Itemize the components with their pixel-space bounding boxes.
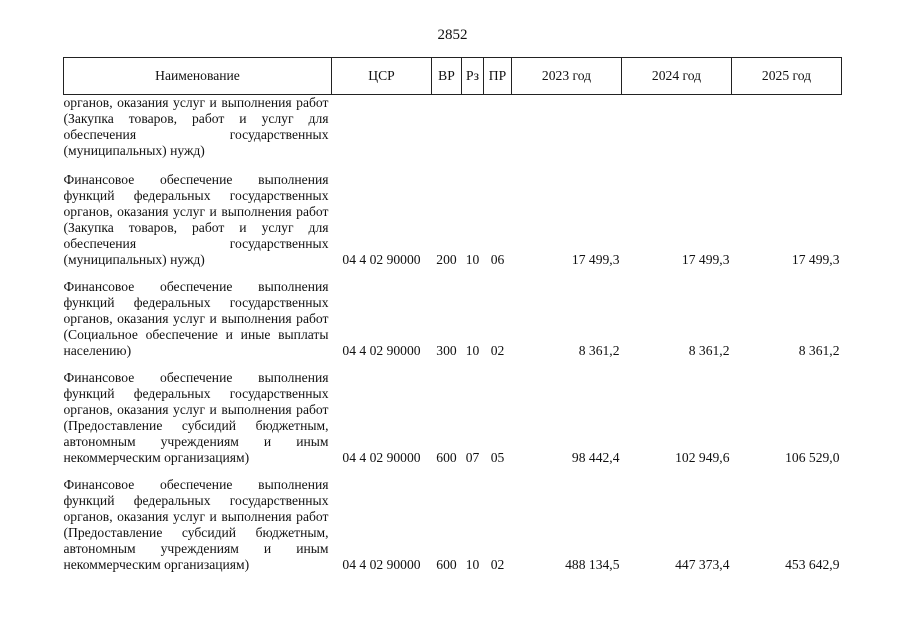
row-name: Финансовое обеспечение выполнения функций федеральных государственных органов, оказания услуг и выполнения работ (Предоставление субсидий бюджетным, автономным учреждениям и иным некоммерческим организациям) bbox=[63, 477, 329, 572]
row-2023: 98 442,4 bbox=[571, 450, 620, 465]
row-pr: 02 bbox=[490, 343, 505, 358]
page-number: 2852 bbox=[437, 27, 468, 43]
header-2023: 2023 год bbox=[512, 58, 622, 95]
row-2025: 8 361,2 bbox=[798, 343, 840, 358]
table-row bbox=[64, 95, 842, 173]
header-vr: ВР bbox=[432, 58, 462, 95]
row-vr: 600 bbox=[436, 450, 457, 465]
table-row bbox=[64, 172, 842, 279]
row-2024: 447 373,4 bbox=[675, 557, 730, 572]
table-header-row bbox=[64, 58, 842, 95]
table-row bbox=[64, 477, 842, 584]
row-pr bbox=[484, 95, 512, 173]
row-2023: 8 361,2 bbox=[578, 343, 620, 358]
header-name: Наименование bbox=[64, 58, 332, 95]
row-2023 bbox=[512, 95, 622, 173]
row-pr: 05 bbox=[490, 450, 505, 465]
row-vr: 200 bbox=[436, 252, 457, 267]
row-2023: 488 134,5 bbox=[565, 557, 620, 572]
row-name: Финансовое обеспечение выполнения функций федеральных государственных органов, оказания услуг и выполнения работ (Закупка товаров, работ и услуг для обеспечения государственных (муниципальных) нужд) bbox=[63, 172, 329, 267]
row-csr bbox=[332, 95, 432, 173]
row-csr: 04 4 02 90000 bbox=[342, 252, 421, 267]
row-rz: 10 bbox=[465, 557, 480, 572]
header-rz: Рз bbox=[462, 58, 484, 95]
row-2023: 17 499,3 bbox=[571, 252, 620, 267]
row-name: Финансовое обеспечение выполнения функций федеральных государственных органов, оказания услуг и выполнения работ (Социальное обеспечение и иные выплаты населению) bbox=[63, 279, 329, 358]
row-csr: 04 4 02 90000 bbox=[342, 343, 421, 358]
row-vr: 600 bbox=[436, 557, 457, 572]
row-2025: 17 499,3 bbox=[791, 252, 840, 267]
row-rz: 10 bbox=[465, 252, 480, 267]
header-2024: 2024 год bbox=[622, 58, 732, 95]
row-2024: 8 361,2 bbox=[688, 343, 730, 358]
row-2024: 102 949,6 bbox=[675, 450, 730, 465]
row-name: органов, оказания услуг и выполнения работ (Закупка товаров, работ и услуг для обеспечения государственных (муниципальных) нужд) bbox=[63, 95, 329, 158]
row-vr bbox=[432, 95, 462, 173]
row-pr: 02 bbox=[490, 557, 505, 572]
row-2024 bbox=[622, 95, 732, 173]
row-rz: 07 bbox=[465, 450, 480, 465]
row-pr: 06 bbox=[490, 252, 505, 267]
row-2025: 453 642,9 bbox=[785, 557, 840, 572]
row-name: Финансовое обеспечение выполнения функций федеральных государственных органов, оказания услуг и выполнения работ (Предоставление субсидий бюджетным, автономным учреждениям и иным некоммерческим организациям) bbox=[63, 370, 329, 465]
row-2025 bbox=[732, 95, 842, 173]
header-csr: ЦСР bbox=[332, 58, 432, 95]
header-pr: ПР bbox=[484, 58, 512, 95]
row-2024: 17 499,3 bbox=[681, 252, 730, 267]
row-csr: 04 4 02 90000 bbox=[342, 557, 421, 572]
row-rz: 10 bbox=[465, 343, 480, 358]
table-row bbox=[64, 279, 842, 370]
row-csr: 04 4 02 90000 bbox=[342, 450, 421, 465]
header-2025: 2025 год bbox=[732, 58, 842, 95]
row-2025: 106 529,0 bbox=[785, 450, 840, 465]
row-vr: 300 bbox=[436, 343, 457, 358]
budget-table bbox=[63, 57, 842, 584]
table-row bbox=[64, 370, 842, 477]
row-rz bbox=[462, 95, 484, 173]
